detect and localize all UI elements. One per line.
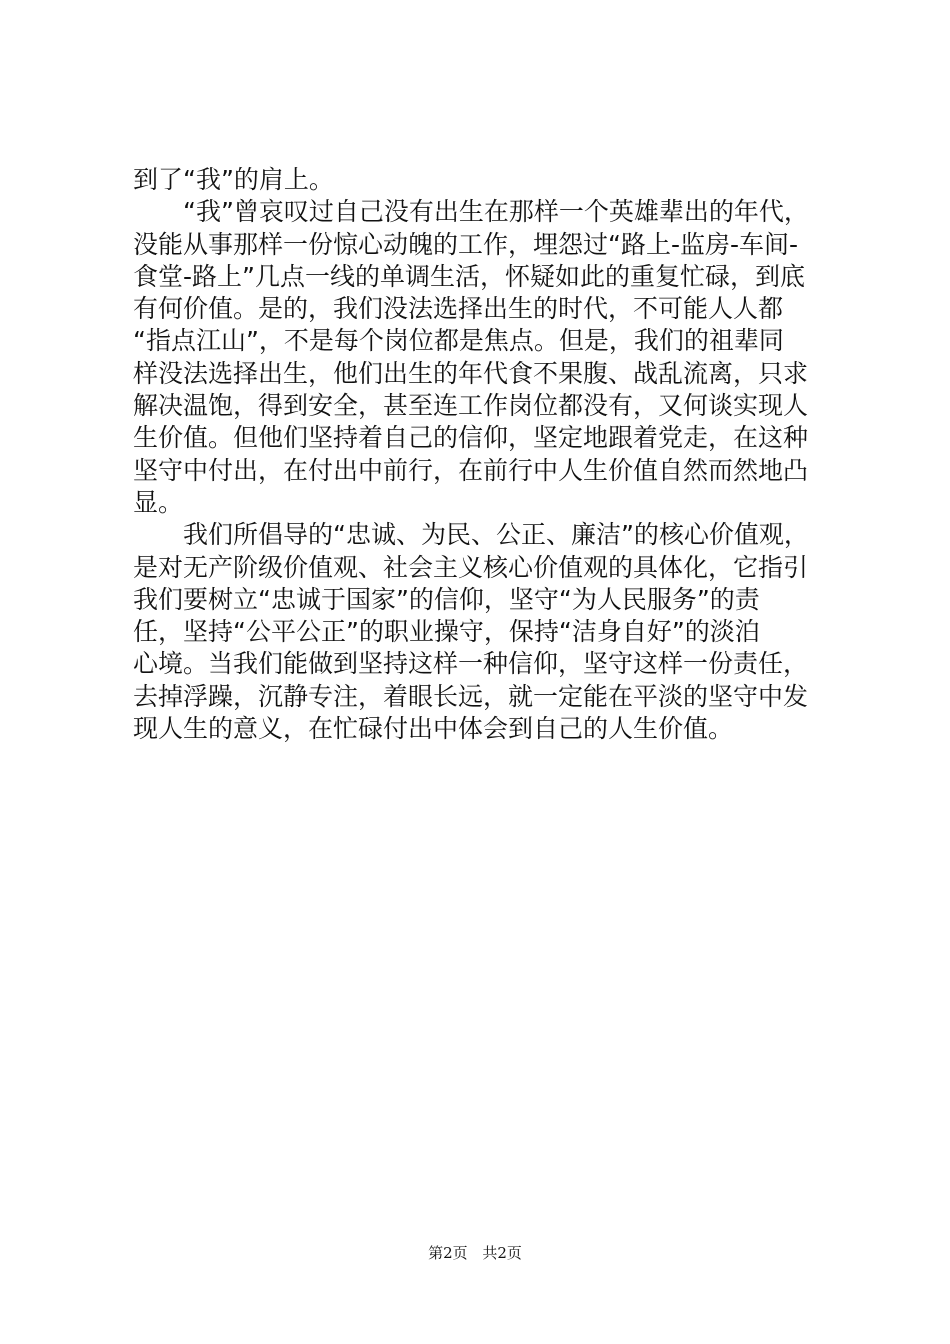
text-line: 到了“我”的肩上。 <box>133 165 334 194</box>
total-pages: 共2页 <box>482 1244 522 1262</box>
text-line: 坚守中付出，在付出中前行，在前行中人生价值自然而然地凸 <box>133 455 809 485</box>
text-line: 心境。当我们能做到坚持这样一种信仰，坚守这样一份责任， <box>133 649 809 679</box>
text-line: 我们所倡导的“忠诚、为民、公正、廉洁”的核心价值观， <box>183 520 809 550</box>
text-line: 解决温饱，得到安全，甚至连工作岗位都没有，又何谈实现人 <box>133 391 809 421</box>
text-line: 我们要树立“忠诚于国家”的信仰，坚守“为人民服务”的责 <box>133 584 760 614</box>
page-number: 第2页 <box>428 1244 468 1262</box>
paragraph-1 <box>133 164 833 196</box>
text-line: 任，坚持“公平公正”的职业操守，保持“洁身自好”的淡泊 <box>133 617 760 647</box>
text-line: 生价值。但他们坚持着自己的信仰，坚定地跟着党走，在这种 <box>133 423 809 453</box>
text-line: 显。 <box>133 487 184 517</box>
text-line: 样没法选择出生，他们出生的年代食不果腹、战乱流离，只求 <box>133 358 809 388</box>
text-line: 现人生的意义，在忙碌付出中体会到自己的人生价值。 <box>133 714 734 744</box>
text-line: 是对无产阶级价值观、社会主义核心价值观的具体化，它指引 <box>133 552 809 582</box>
text-line: 没能从事那样一份惊心动魄的工作，埋怨过“路上-监房-车间- <box>133 229 799 259</box>
page-footer <box>0 1243 950 1263</box>
text-line: “我”曾哀叹过自己没有出生在那样一个英雄辈出的年代， <box>183 197 809 227</box>
text-line: 有何价值。是的，我们没法选择出生的时代，不可能人人都 <box>133 294 784 324</box>
paragraph-3 <box>133 519 833 745</box>
text-line: “指点江山”，不是每个岗位都是焦点。但是，我们的祖辈同 <box>133 326 784 356</box>
text-line: 去掉浮躁，沉静专注，着眼长远，就一定能在平淡的坚守中发 <box>133 681 809 711</box>
document-body <box>133 164 833 745</box>
text-line: 食堂-路上”几点一线的单调生活，怀疑如此的重复忙碌，到底 <box>133 261 805 291</box>
paragraph-2 <box>133 196 833 519</box>
